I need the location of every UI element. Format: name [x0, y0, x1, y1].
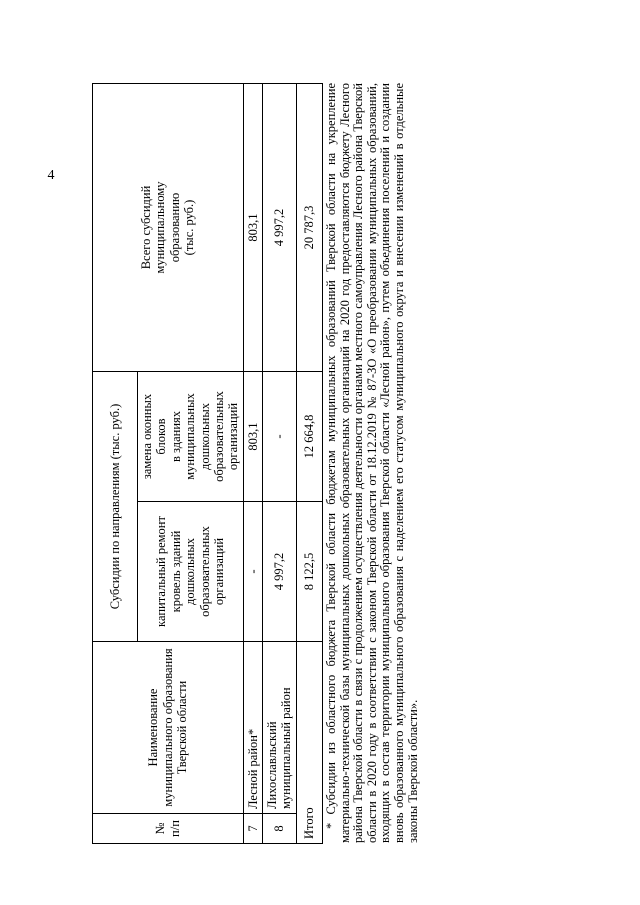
row-num: 8 [263, 814, 297, 844]
row-total: 4 997,2 [263, 84, 297, 372]
summary-value-1: 8 122,5 [296, 502, 322, 642]
row-name: Лихославльский муниципальный район [263, 642, 297, 814]
header-total: Всего субсидий муниципальному образованию (тыс. руб.) [93, 84, 244, 372]
page-number: 4 [47, 168, 55, 183]
row-total: 803,1 [243, 84, 262, 372]
header-dir2: замена оконных блоков в зданиях муниципальных дошкольных образовательных организаций [138, 372, 244, 502]
footnote [325, 83, 420, 843]
row-value-1: - [243, 502, 262, 642]
header-row-1 [93, 84, 138, 844]
summary-label: Итого [296, 642, 322, 844]
row-num: 7 [243, 814, 262, 844]
row-value-2: - [263, 372, 297, 502]
header-num: № п/п [93, 814, 244, 844]
summary-row [296, 84, 322, 844]
row-value-2: 803,1 [243, 372, 262, 502]
row-value-1: 4 997,2 [263, 502, 297, 642]
table-row [243, 84, 262, 844]
footnote-text: * Субсидии из областного бюджета Тверской области бюджетам муниципальных образований Тверской области на укрепление материально-технической базы муниципальных дошкольных образовательных организаций на 2020 год предоставляются бюджету Лесного района Тверской области в связи с продолжением осуществления деятельности органами местного самоуправления Лесного района Тверской области в 2020 году в соответствии с законом Тверской области от 18.12.2019 № 87-ЗО «О преобразовании муниципальных образований, входящих в состав территории муниципального образования Тверской области «Лесной район», путем объединения поселений и создании вновь образованного муниципального образования с наделением его статусом муниципального округа и внесении изменений в отдельные законы Тверской области». [324, 83, 420, 843]
header-name: Наименование муниципального образования Тверской области [93, 642, 244, 814]
subsidy-table [92, 83, 323, 844]
header-dir1: капитальный ремонт кровель зданий дошкольных образовательных организаций [138, 502, 244, 642]
summary-total: 20 787,3 [296, 84, 322, 372]
table-row [263, 84, 297, 844]
summary-value-2: 12 664,8 [296, 372, 322, 502]
row-name: Лесной район* [243, 642, 262, 814]
header-group: Субсидии по направлениям (тыс. руб.) [93, 372, 138, 642]
